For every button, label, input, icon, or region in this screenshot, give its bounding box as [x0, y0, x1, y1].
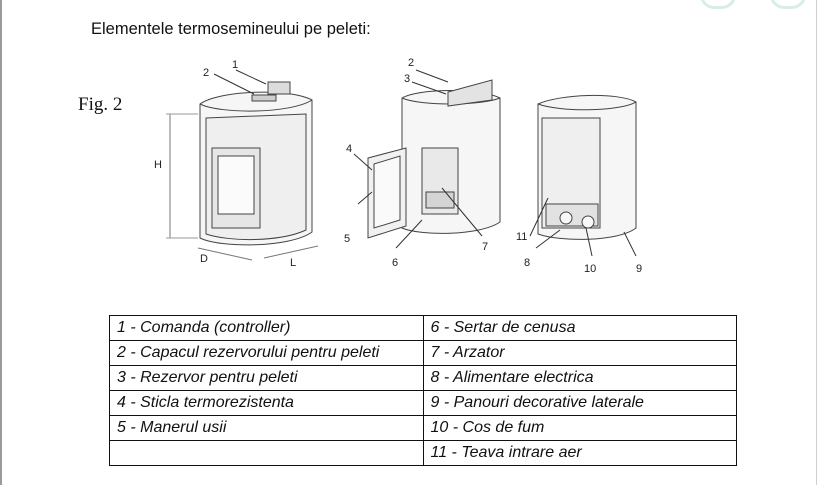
legend-cell [110, 441, 424, 466]
legend-cell: 8 - Alimentare electrica [423, 366, 737, 391]
corner-decoration [700, 0, 736, 9]
table-row [110, 316, 737, 341]
legend-cell: 6 - Sertar de cenusa [423, 316, 737, 341]
callout-3: 3 [404, 73, 411, 85]
section-heading: Elementele termosemineului pe peleti: [91, 20, 371, 38]
callout-6: 6 [392, 257, 399, 269]
legend-cell: 1 - Comanda (controller) [110, 316, 424, 341]
legend-cell: 2 - Capacul rezervorului pentru peleti [110, 341, 424, 366]
callout-10: 10 [584, 263, 597, 275]
legend-cell: 7 - Arzator [423, 341, 737, 366]
legend-cell: 9 - Panouri decorative laterale [423, 391, 737, 416]
table-row [110, 441, 737, 466]
callout-2-open: 2 [408, 57, 415, 69]
table-row [110, 391, 737, 416]
table-row [110, 416, 737, 441]
legend-cell: 11 - Teava intrare aer [423, 441, 737, 466]
page-left-border [0, 0, 2, 485]
stove-front-view [166, 70, 318, 260]
callout-2: 2 [203, 67, 210, 79]
callout-1: 1 [232, 59, 239, 71]
callout-9: 9 [636, 263, 643, 275]
callout-11: 11 [516, 231, 528, 243]
legend-cell: 5 - Manerul usii [110, 416, 424, 441]
legend-cell: 4 - Sticla termorezistenta [110, 391, 424, 416]
dimension-depth-label: D [200, 253, 208, 265]
legend-cell: 3 - Rezervor pentru peleti [110, 366, 424, 391]
callout-4: 4 [346, 143, 353, 155]
legend-cell: 10 - Cos de fum [423, 416, 737, 441]
table-row [110, 366, 737, 391]
stove-illustration [140, 52, 660, 282]
callout-7: 7 [482, 241, 489, 253]
page-right-border [816, 0, 817, 485]
stove-open-door-view [354, 70, 500, 248]
callout-5: 5 [344, 233, 351, 245]
corner-decoration [770, 0, 806, 9]
callout-8: 8 [524, 257, 531, 269]
dimension-length-label: L [290, 257, 297, 269]
table-row [110, 341, 737, 366]
figure-label: Fig. 2 [78, 94, 123, 115]
parts-legend-table [109, 315, 737, 466]
stove-rear-view [530, 95, 636, 256]
dimension-height-label: H [154, 159, 162, 171]
